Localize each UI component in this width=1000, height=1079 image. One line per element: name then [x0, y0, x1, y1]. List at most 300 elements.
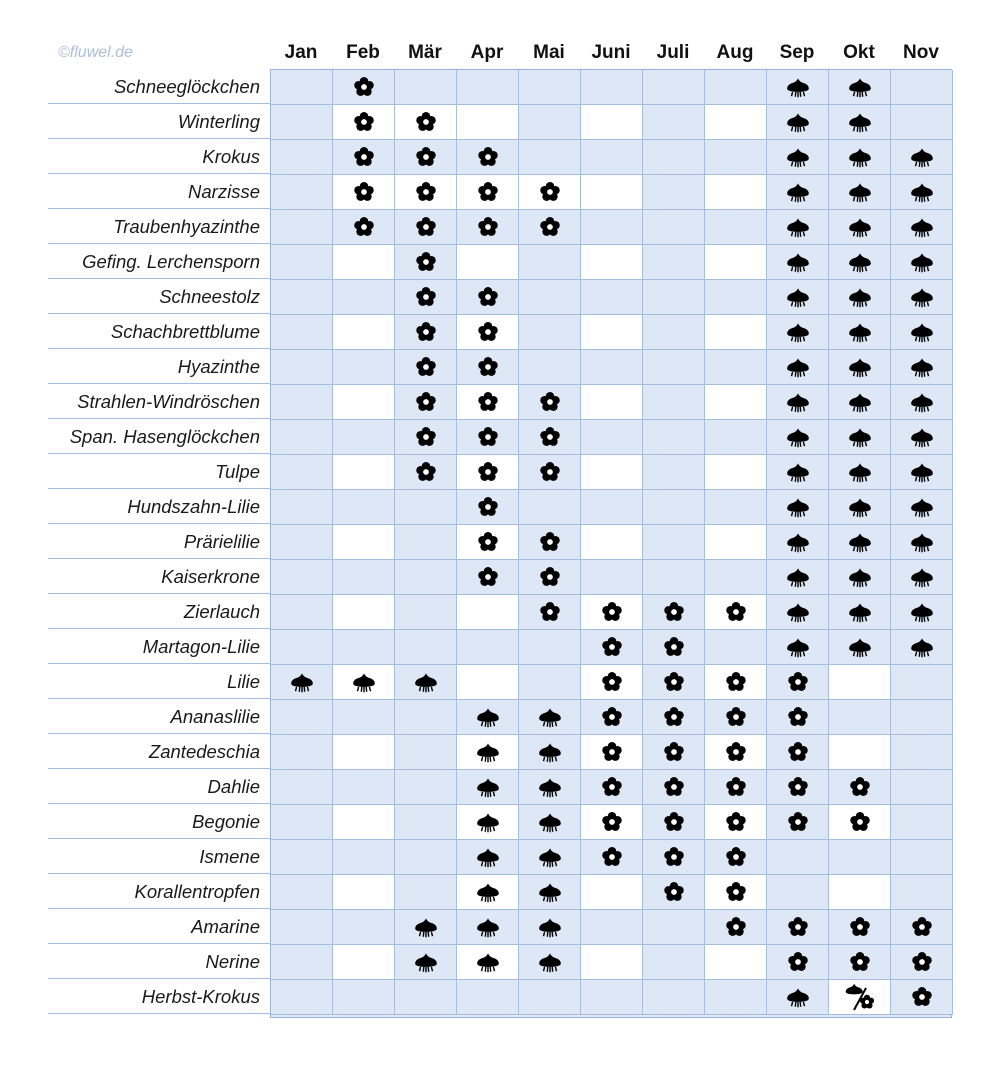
- calendar-cell: [333, 245, 395, 280]
- calendar-cell: [519, 140, 581, 175]
- flower-icon: [477, 461, 499, 483]
- bulb-icon: [847, 531, 873, 553]
- calendar-cell: [519, 840, 581, 875]
- calendar-cell: [457, 280, 519, 315]
- calendar-cell: [643, 525, 705, 560]
- flower-icon: [849, 811, 871, 833]
- calendar-cell: [891, 735, 953, 770]
- calendar-cell: [333, 525, 395, 560]
- calendar-cell: [457, 700, 519, 735]
- flower-icon: [415, 181, 437, 203]
- calendar-cell: [643, 210, 705, 245]
- flower-icon: [787, 776, 809, 798]
- flower-icon: [663, 671, 685, 693]
- calendar-cell: [705, 805, 767, 840]
- calendar-cell: [829, 105, 891, 140]
- calendar-cell: [705, 140, 767, 175]
- row-label: Traubenhyazinthe: [113, 216, 260, 237]
- calendar-cell: [643, 420, 705, 455]
- bulb-icon: [909, 356, 935, 378]
- bulb-flower-icon: [844, 982, 876, 1012]
- calendar-cell: [829, 630, 891, 665]
- flower-icon: [663, 741, 685, 763]
- calendar-cell: [333, 910, 395, 945]
- calendar-cell: [829, 350, 891, 385]
- row-label: Nerine: [205, 951, 260, 972]
- calendar-cell: [767, 245, 829, 280]
- calendar-cell: [891, 245, 953, 280]
- bulb-icon: [847, 111, 873, 133]
- calendar-cell: [891, 420, 953, 455]
- calendar-cell: [333, 350, 395, 385]
- flower-icon: [415, 251, 437, 273]
- calendar-cell: [581, 840, 643, 875]
- month-label: Nov: [903, 42, 939, 63]
- calendar-cell: [891, 700, 953, 735]
- bulb-icon: [475, 916, 501, 938]
- bulb-icon: [847, 76, 873, 98]
- calendar-cell: [581, 210, 643, 245]
- flower-icon: [849, 951, 871, 973]
- calendar-cell: [519, 105, 581, 140]
- bulb-icon: [785, 601, 811, 623]
- calendar-cell: [767, 490, 829, 525]
- bulb-icon: [847, 636, 873, 658]
- bulb-icon: [909, 251, 935, 273]
- calendar-cell: [519, 525, 581, 560]
- flower-icon: [601, 811, 623, 833]
- flower-icon: [477, 356, 499, 378]
- calendar-cell: [457, 525, 519, 560]
- flower-icon: [849, 916, 871, 938]
- calendar-cell: [519, 805, 581, 840]
- row-label: Schneeglöckchen: [113, 76, 260, 97]
- calendar-cell: [457, 70, 519, 105]
- flower-icon: [539, 601, 561, 623]
- bulb-icon: [847, 426, 873, 448]
- bulb-icon: [847, 216, 873, 238]
- calendar-cell: [271, 105, 333, 140]
- calendar-cell: [891, 595, 953, 630]
- calendar-cell: [271, 560, 333, 595]
- row-label: Hundszahn-Lilie: [127, 496, 260, 517]
- calendar-cell: [271, 665, 333, 700]
- flower-icon: [787, 741, 809, 763]
- calendar-cell: [829, 490, 891, 525]
- calendar-cell: [705, 105, 767, 140]
- bulb-icon: [847, 356, 873, 378]
- bulb-icon: [785, 321, 811, 343]
- calendar-cell: [271, 525, 333, 560]
- calendar-cell: [581, 700, 643, 735]
- flower-icon: [415, 286, 437, 308]
- bulb-icon: [909, 286, 935, 308]
- calendar-cell: [705, 980, 767, 1015]
- calendar-cell: [891, 490, 953, 525]
- calendar-cell: [705, 560, 767, 595]
- calendar-cell: [705, 280, 767, 315]
- calendar-cell: [457, 420, 519, 455]
- calendar-cell: [333, 175, 395, 210]
- bulb-icon: [785, 566, 811, 588]
- calendar-cell: [581, 280, 643, 315]
- bulb-icon: [785, 146, 811, 168]
- calendar-cell: [891, 875, 953, 910]
- calendar-cell: [891, 455, 953, 490]
- row-label: Ismene: [199, 846, 260, 867]
- calendar-cell: [643, 490, 705, 525]
- calendar-cell: [829, 315, 891, 350]
- bulb-icon: [475, 951, 501, 973]
- calendar-cell: [643, 840, 705, 875]
- calendar-cell: [767, 630, 829, 665]
- calendar-cell: [395, 700, 457, 735]
- calendar-cell: [891, 770, 953, 805]
- calendar-cell: [457, 770, 519, 805]
- bulb-icon: [909, 426, 935, 448]
- calendar-cell: [519, 700, 581, 735]
- calendar-cell: [271, 420, 333, 455]
- calendar-cell: [705, 700, 767, 735]
- calendar-cell: [457, 665, 519, 700]
- calendar-cell: [643, 595, 705, 630]
- calendar-cell: [767, 70, 829, 105]
- flower-icon: [477, 216, 499, 238]
- calendar-cell: [643, 735, 705, 770]
- calendar-cell: [271, 700, 333, 735]
- flower-icon: [477, 146, 499, 168]
- calendar-cell: [829, 910, 891, 945]
- month-label: Mär: [408, 42, 442, 63]
- calendar-cell: [767, 175, 829, 210]
- calendar-cell: [457, 490, 519, 525]
- calendar-cell: [395, 595, 457, 630]
- flower-icon: [415, 111, 437, 133]
- calendar-cell: [581, 420, 643, 455]
- calendar-cell: [333, 385, 395, 420]
- bulb-icon: [537, 706, 563, 728]
- calendar-cell: [643, 350, 705, 385]
- month-label: Juli: [656, 42, 690, 63]
- calendar-cell: [829, 525, 891, 560]
- calendar-cell: [271, 70, 333, 105]
- calendar-cell: [767, 700, 829, 735]
- month-label: Feb: [346, 42, 380, 63]
- calendar-cell: [705, 210, 767, 245]
- row-label: Schachbrettblume: [110, 321, 260, 342]
- calendar-cell: [829, 245, 891, 280]
- calendar-cell: [767, 840, 829, 875]
- calendar-cell: [891, 210, 953, 245]
- calendar-cell: [643, 805, 705, 840]
- calendar-cell: [581, 245, 643, 280]
- calendar-cell: [457, 945, 519, 980]
- flower-icon: [601, 741, 623, 763]
- flower-icon: [601, 601, 623, 623]
- calendar-cell: [271, 455, 333, 490]
- calendar-cell: [891, 350, 953, 385]
- flower-icon: [725, 741, 747, 763]
- row-label: Winterling: [177, 111, 260, 132]
- calendar-cell: [581, 385, 643, 420]
- bulb-icon: [785, 216, 811, 238]
- calendar-cell: [395, 910, 457, 945]
- flower-icon: [663, 811, 685, 833]
- calendar-cell: [271, 210, 333, 245]
- calendar-cell: [519, 945, 581, 980]
- bulb-icon: [475, 811, 501, 833]
- month-label: Sep: [779, 42, 815, 63]
- calendar-cell: [829, 595, 891, 630]
- calendar-cell: [643, 945, 705, 980]
- calendar-cell: [705, 595, 767, 630]
- flower-icon: [415, 321, 437, 343]
- calendar-cell: [457, 455, 519, 490]
- calendar-cell: [829, 560, 891, 595]
- calendar-cell: [333, 560, 395, 595]
- calendar-cell: [643, 385, 705, 420]
- bulb-icon: [785, 426, 811, 448]
- flower-icon: [725, 881, 747, 903]
- calendar-cell: [395, 315, 457, 350]
- row-label: Zantedeschia: [148, 741, 260, 762]
- calendar-cell: [581, 910, 643, 945]
- watermark-text: ©fluwel.de: [58, 44, 133, 61]
- bulb-icon: [475, 881, 501, 903]
- calendar-cell: [395, 980, 457, 1015]
- flower-icon: [601, 671, 623, 693]
- calendar-cell: [767, 105, 829, 140]
- flower-icon: [725, 671, 747, 693]
- calendar-cell: [581, 945, 643, 980]
- bulb-icon: [537, 776, 563, 798]
- bulb-icon: [847, 566, 873, 588]
- bulb-icon: [537, 811, 563, 833]
- calendar-cell: [581, 560, 643, 595]
- calendar-cell: [271, 245, 333, 280]
- row-label: Amarine: [191, 916, 260, 937]
- calendar-cell: [457, 350, 519, 385]
- calendar-cell: [581, 665, 643, 700]
- calendar-cell: [891, 280, 953, 315]
- calendar-cell: [705, 665, 767, 700]
- calendar-cell: [333, 630, 395, 665]
- calendar-cell: [333, 420, 395, 455]
- calendar-cell: [891, 805, 953, 840]
- row-label: Prärielilie: [183, 531, 260, 552]
- flower-icon: [787, 671, 809, 693]
- calendar-cell: [333, 980, 395, 1015]
- calendar-cell: [767, 910, 829, 945]
- calendar-cell: [643, 140, 705, 175]
- calendar-cell: [333, 105, 395, 140]
- flower-icon: [911, 986, 933, 1008]
- calendar-cell: [891, 910, 953, 945]
- calendar-cell: [333, 770, 395, 805]
- calendar-cell: [581, 315, 643, 350]
- flower-icon: [787, 811, 809, 833]
- calendar-cell: [519, 595, 581, 630]
- calendar-cell: [395, 210, 457, 245]
- flower-icon: [663, 636, 685, 658]
- bulb-icon: [537, 846, 563, 868]
- row-label: Korallentropfen: [134, 881, 260, 902]
- row-label: Lilie: [227, 671, 260, 692]
- row-label: Ananaslilie: [170, 706, 260, 727]
- calendar-cell: [891, 980, 953, 1015]
- calendar-cell: [333, 840, 395, 875]
- calendar-cell: [395, 560, 457, 595]
- calendar-cell: [271, 630, 333, 665]
- row-label: Gefing. Lerchensporn: [82, 251, 260, 272]
- calendar-cell: [395, 140, 457, 175]
- calendar-cell: [271, 315, 333, 350]
- calendar-cell: [829, 840, 891, 875]
- calendar-cell: [457, 105, 519, 140]
- calendar-cell: [891, 840, 953, 875]
- bulb-icon: [785, 496, 811, 518]
- calendar-cell: [333, 735, 395, 770]
- calendar-cell: [271, 175, 333, 210]
- flower-icon: [353, 216, 375, 238]
- calendar-cell: [643, 910, 705, 945]
- row-label: Hyazinthe: [177, 356, 260, 377]
- calendar-cell: [705, 630, 767, 665]
- calendar-cell: [767, 945, 829, 980]
- flower-icon: [601, 776, 623, 798]
- bulb-icon: [909, 146, 935, 168]
- bulb-icon: [847, 496, 873, 518]
- calendar-cell: [333, 805, 395, 840]
- calendar-cell: [519, 280, 581, 315]
- calendar-cell: [891, 140, 953, 175]
- flower-icon: [725, 776, 747, 798]
- bulb-icon: [909, 496, 935, 518]
- calendar-cell: [829, 70, 891, 105]
- flower-icon: [539, 566, 561, 588]
- calendar-cell: [581, 630, 643, 665]
- calendar-cell: [581, 805, 643, 840]
- calendar-cell: [829, 945, 891, 980]
- calendar-cell: [581, 455, 643, 490]
- calendar-cell: [767, 315, 829, 350]
- calendar-cell: [395, 490, 457, 525]
- calendar-cell: [519, 245, 581, 280]
- row-label: Martagon-Lilie: [142, 636, 260, 657]
- calendar-cell: [581, 490, 643, 525]
- calendar-cell: [891, 560, 953, 595]
- calendar-cell: [333, 665, 395, 700]
- planting-calendar-grid: [270, 69, 952, 1018]
- calendar-cell: [519, 455, 581, 490]
- calendar-cell: [705, 315, 767, 350]
- flower-icon: [663, 846, 685, 868]
- calendar-cell: [333, 280, 395, 315]
- calendar-cell: [395, 945, 457, 980]
- flower-icon: [663, 881, 685, 903]
- calendar-cell: [395, 245, 457, 280]
- calendar-cell: [457, 910, 519, 945]
- bulb-icon: [847, 181, 873, 203]
- calendar-cell: [891, 945, 953, 980]
- calendar-cell: [457, 630, 519, 665]
- bulb-icon: [909, 391, 935, 413]
- bulb-icon: [909, 321, 935, 343]
- bulb-icon: [475, 846, 501, 868]
- calendar-cell: [395, 805, 457, 840]
- bulb-icon: [847, 321, 873, 343]
- calendar-cell: [519, 385, 581, 420]
- calendar-cell: [457, 805, 519, 840]
- month-label: Mai: [533, 42, 565, 63]
- calendar-cell: [395, 840, 457, 875]
- bulb-icon: [537, 916, 563, 938]
- month-label: Aug: [716, 42, 754, 63]
- bulb-icon: [847, 391, 873, 413]
- calendar-cell: [395, 735, 457, 770]
- bulb-icon: [537, 951, 563, 973]
- flower-icon: [539, 181, 561, 203]
- flower-icon: [601, 846, 623, 868]
- calendar-cell: [457, 980, 519, 1015]
- bulb-icon: [909, 216, 935, 238]
- flower-icon: [911, 951, 933, 973]
- calendar-cell: [643, 245, 705, 280]
- calendar-cell: [767, 455, 829, 490]
- calendar-cell: [395, 770, 457, 805]
- calendar-cell: [767, 210, 829, 245]
- calendar-cell: [767, 980, 829, 1015]
- bulb-icon: [785, 181, 811, 203]
- calendar-cell: [891, 525, 953, 560]
- calendar-cell: [829, 665, 891, 700]
- calendar-cell: [395, 875, 457, 910]
- flower-icon: [353, 181, 375, 203]
- calendar-cell: [333, 875, 395, 910]
- calendar-cell: [271, 875, 333, 910]
- calendar-cell: [891, 105, 953, 140]
- calendar-cell: [643, 175, 705, 210]
- calendar-cell: [271, 980, 333, 1015]
- bulb-icon: [909, 531, 935, 553]
- calendar-cell: [333, 210, 395, 245]
- calendar-cell: [519, 630, 581, 665]
- calendar-cell: [767, 525, 829, 560]
- bulb-icon: [909, 461, 935, 483]
- bulb-icon: [909, 636, 935, 658]
- calendar-cell: [395, 350, 457, 385]
- flower-icon: [725, 811, 747, 833]
- calendar-cell: [643, 630, 705, 665]
- flower-icon: [477, 531, 499, 553]
- bulb-icon: [351, 671, 377, 693]
- calendar-cell: [705, 245, 767, 280]
- calendar-cell: [643, 665, 705, 700]
- calendar-cell: [457, 210, 519, 245]
- bulb-icon: [289, 671, 315, 693]
- calendar-cell: [457, 595, 519, 630]
- calendar-cell: [643, 455, 705, 490]
- flower-icon: [415, 146, 437, 168]
- calendar-cell: [271, 735, 333, 770]
- calendar-cell: [395, 105, 457, 140]
- calendar-cell: [457, 315, 519, 350]
- calendar-cell: [581, 770, 643, 805]
- calendar-cell: [457, 385, 519, 420]
- flower-icon: [539, 426, 561, 448]
- month-label: Jan: [284, 42, 318, 63]
- calendar-cell: [519, 875, 581, 910]
